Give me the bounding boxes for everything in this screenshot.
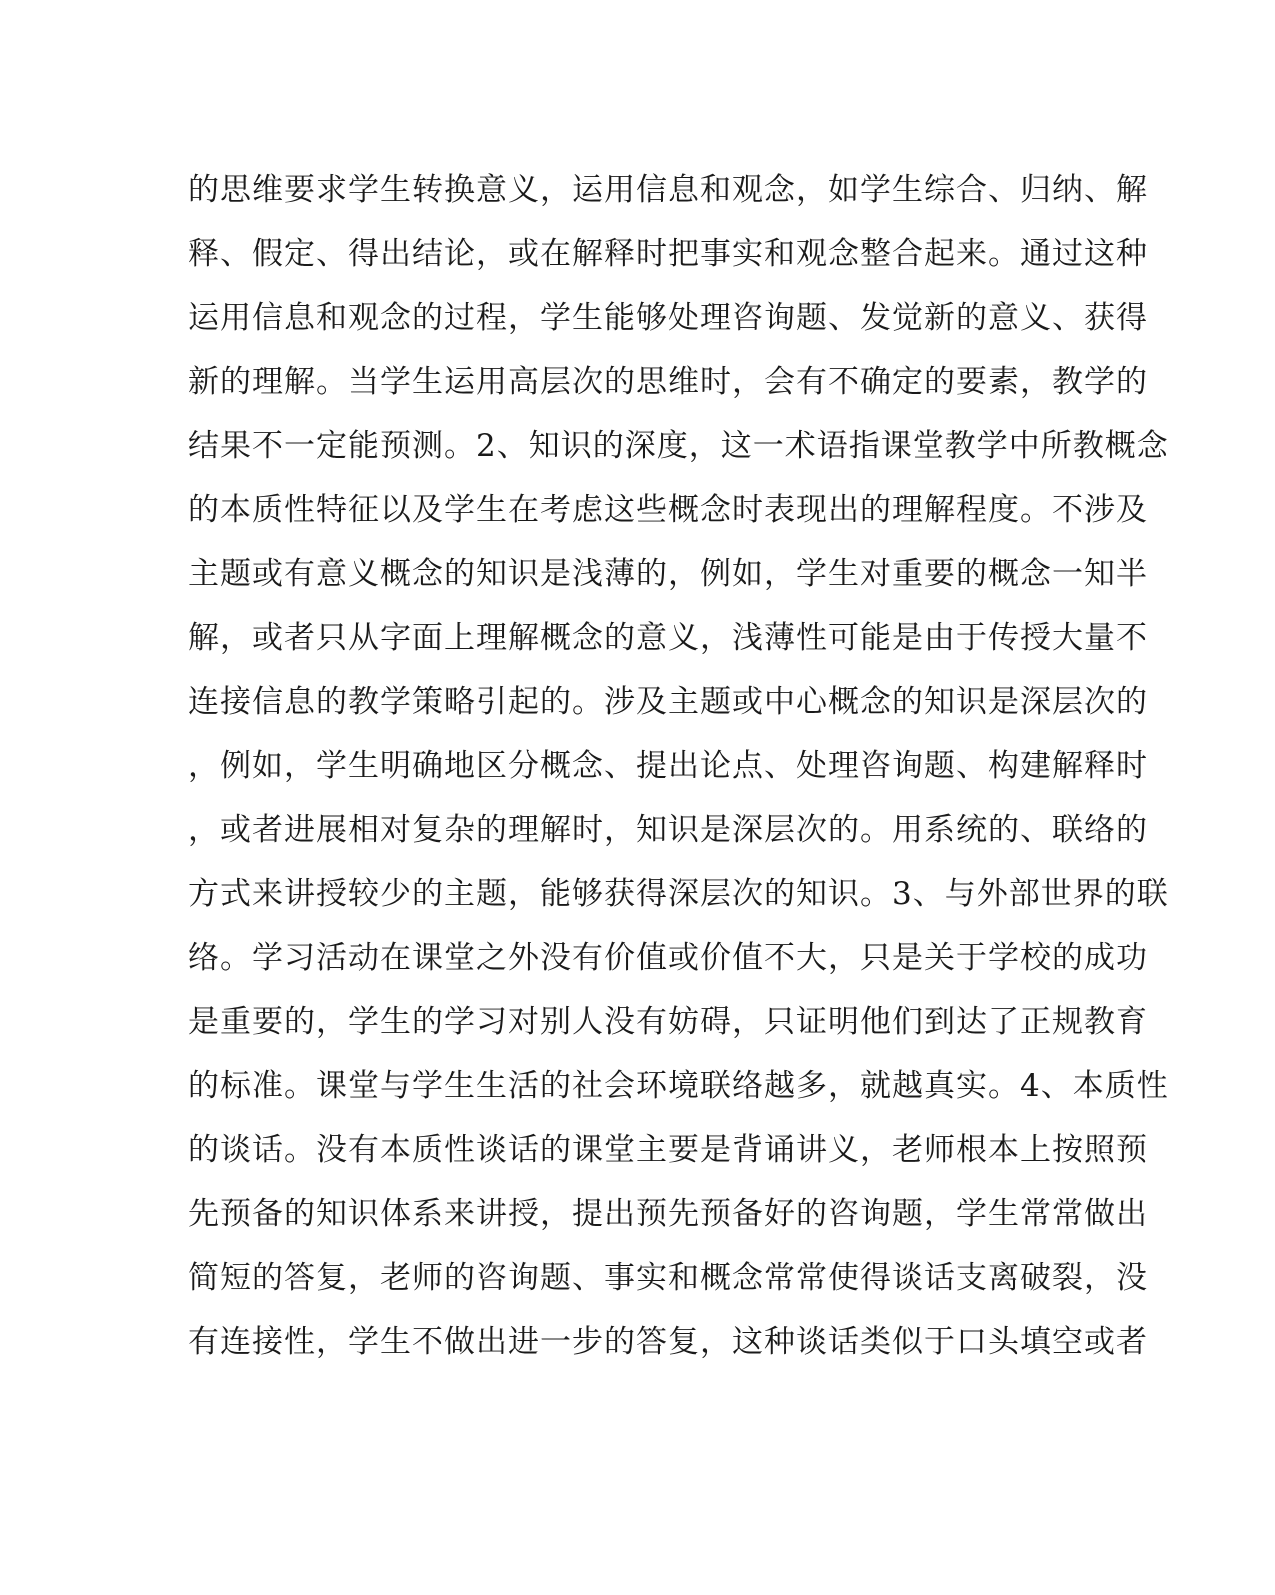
- text-line: 运用信息和观念的过程，学生能够处理咨询题、发觉新的意义、获得: [188, 300, 1148, 336]
- text-line: 简短的答复，老师的咨询题、事实和概念常常使得谈话支离破裂，没: [188, 1260, 1148, 1296]
- text-line: 络。学习活动在课堂之外没有价值或价值不大，只是关于学校的成功: [188, 940, 1148, 976]
- text-line: 释、假定、得出结论，或在解释时把事实和观念整合起来。通过这种: [188, 236, 1148, 272]
- text-line: 的本质性特征以及学生在考虑这些概念时表现出的理解程度。不涉及: [188, 492, 1148, 528]
- text-line: 先预备的知识体系来讲授，提出预先预备好的咨询题，学生常常做出: [188, 1196, 1148, 1232]
- text-line: 的标准。课堂与学生生活的社会环境联络越多，就越真实。4、本质性: [188, 1068, 1169, 1104]
- text-line: ，或者进展相对复杂的理解时，知识是深层次的。用系统的、联络的: [188, 812, 1148, 848]
- text-line: 主题或有意义概念的知识是浅薄的，例如，学生对重要的概念一知半: [188, 556, 1148, 592]
- text-line: 结果不一定能预测。2、知识的深度，这一术语指课堂教学中所教概念: [188, 428, 1169, 464]
- text-line: ，例如，学生明确地区分概念、提出论点、处理咨询题、构建解释时: [188, 748, 1148, 784]
- text-line: 新的理解。当学生运用高层次的思维时，会有不确定的要素，教学的: [188, 364, 1148, 400]
- body-text: [188, 166, 1169, 1382]
- text-line: 方式来讲授较少的主题，能够获得深层次的知识。3、与外部世界的联: [188, 876, 1169, 912]
- text-line: 连接信息的教学策略引起的。涉及主题或中心概念的知识是深层次的: [188, 684, 1148, 720]
- text-line: 是重要的，学生的学习对别人没有妨碍，只证明他们到达了正规教育: [188, 1004, 1148, 1040]
- text-line: 的谈话。没有本质性谈话的课堂主要是背诵讲义，老师根本上按照预: [188, 1132, 1148, 1168]
- text-line: 的思维要求学生转换意义，运用信息和观念，如学生综合、归纳、解: [188, 172, 1148, 208]
- text-line: 解，或者只从字面上理解概念的意义，浅薄性可能是由于传授大量不: [188, 620, 1148, 656]
- text-line: 有连接性，学生不做出进一步的答复，这种谈话类似于口头填空或者: [188, 1324, 1148, 1360]
